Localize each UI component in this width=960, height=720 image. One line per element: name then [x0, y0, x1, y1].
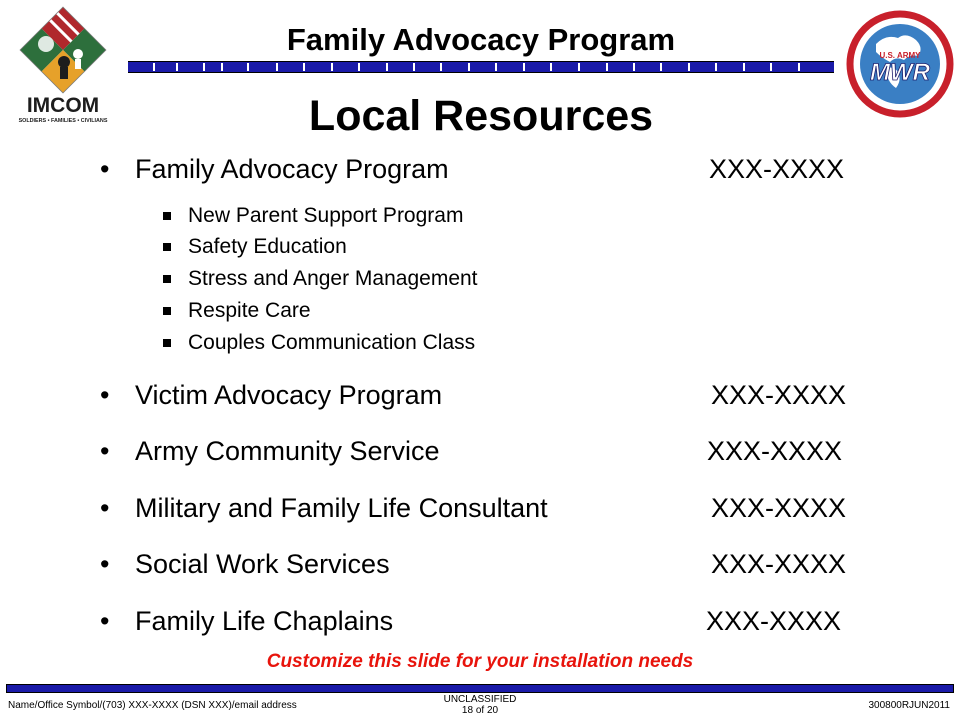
sub-list-item: [163, 201, 763, 231]
resource-phone: XXX-XXXX: [707, 436, 843, 466]
bullet-icon: •: [100, 154, 110, 184]
footer-date-time-group: 300800RJUN2011: [868, 700, 950, 711]
mwr-logo-top-text: U.S. ARMY: [879, 51, 921, 60]
list-item: [100, 149, 880, 189]
bullet-icon: •: [100, 549, 110, 579]
page-number: 18 of 20: [461, 705, 499, 716]
bullet-icon: •: [100, 436, 110, 466]
customize-note: Customize this slide for your installation needs: [266, 651, 694, 672]
resource-name: Victim Advocacy Program: [135, 380, 443, 410]
sub-list-item: [163, 328, 763, 358]
header-divider-bar: [128, 61, 834, 73]
resource-name: Army Community Service: [135, 436, 440, 466]
sub-list-item: [163, 264, 763, 294]
square-bullet-icon: [163, 275, 171, 283]
resource-name: Family Advocacy Program: [135, 154, 449, 184]
resource-phone: XXX-XXXX: [709, 154, 845, 184]
classification-label: UNCLASSIFIED: [443, 694, 517, 705]
list-item: [100, 375, 880, 415]
imcom-logo-icon: [4, 4, 122, 124]
sub-list-item: [163, 296, 763, 326]
list-item: [100, 431, 880, 471]
sub-item-label: Respite Care: [188, 299, 311, 322]
us-army-mwr-logo-icon: [846, 8, 954, 120]
list-item: [100, 544, 880, 584]
resource-phone: XXX-XXXX: [711, 549, 847, 579]
footer-contact: Name/Office Symbol/(703) XXX-XXXX (DSN XXX)/email address: [8, 700, 297, 711]
sub-item-label: Stress and Anger Management: [188, 267, 478, 290]
footer-center: [380, 694, 580, 716]
square-bullet-icon: [163, 212, 171, 220]
resource-phone: XXX-XXXX: [706, 606, 842, 636]
resource-name: Family Life Chaplains: [135, 606, 394, 636]
resource-name: Social Work Services: [135, 549, 390, 579]
bullet-icon: •: [100, 380, 110, 410]
bullet-icon: •: [100, 606, 110, 636]
square-bullet-icon: [163, 339, 171, 347]
sub-item-label: Safety Education: [188, 235, 347, 258]
imcom-logo-text: IMCOM: [26, 94, 100, 117]
list-item: [100, 601, 880, 641]
imcom-logo-tagline: SOLDIERS • FAMILIES • CIVILIANS: [18, 118, 108, 124]
mwr-logo-main-text: MWR: [870, 59, 930, 86]
square-bullet-icon: [163, 307, 171, 315]
resource-name: Military and Family Life Consultant: [135, 493, 548, 523]
page-title: Local Resources: [308, 92, 654, 140]
square-bullet-icon: [163, 243, 171, 251]
sub-list-item: [163, 232, 763, 262]
header-title: Family Advocacy Program: [286, 22, 676, 57]
sub-item-label: New Parent Support Program: [188, 204, 464, 227]
bullet-icon: •: [100, 493, 110, 523]
footer-divider-bar: [6, 684, 954, 693]
resource-phone: XXX-XXXX: [711, 380, 847, 410]
resource-phone: XXX-XXXX: [711, 493, 847, 523]
list-item: [100, 488, 880, 528]
sub-item-label: Couples Communication Class: [188, 331, 476, 354]
